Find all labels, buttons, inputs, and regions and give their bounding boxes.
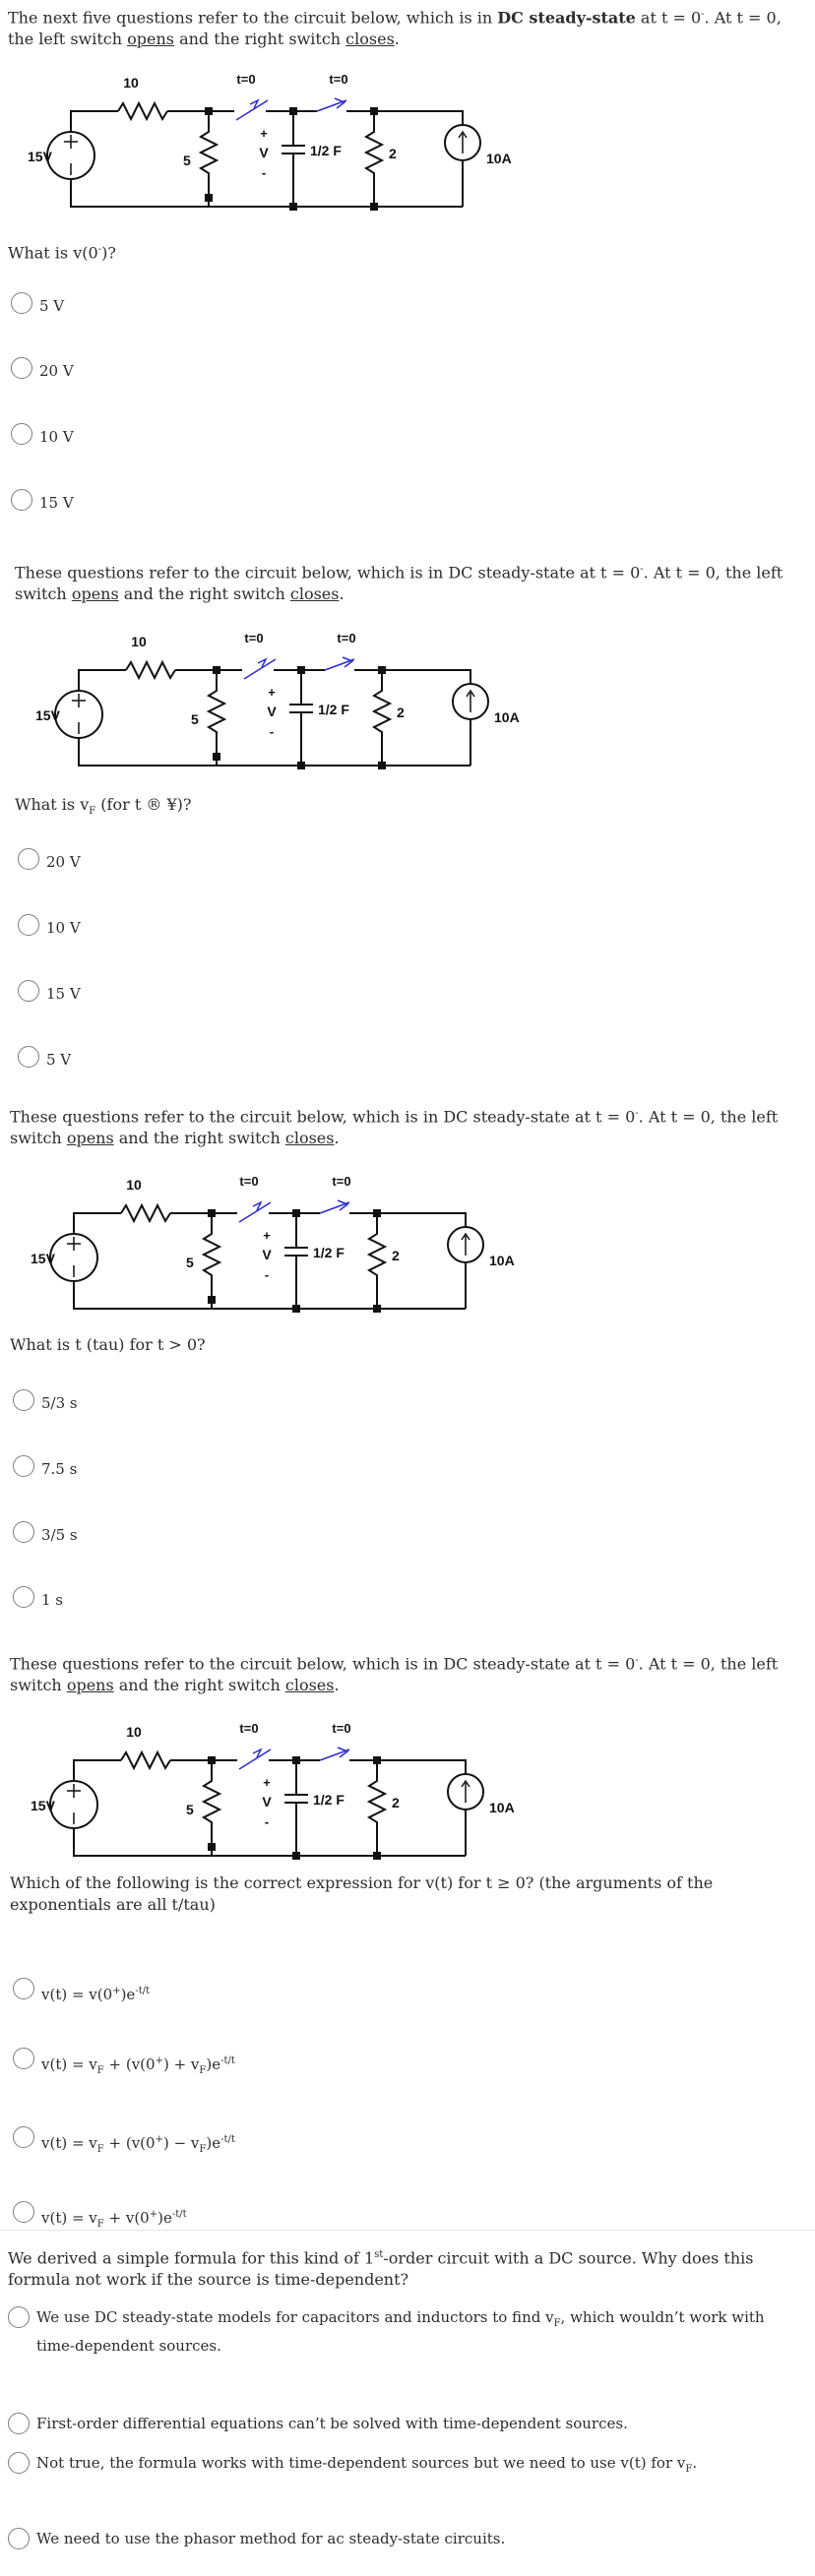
option-3a[interactable]: 5/3 s	[13, 1387, 78, 1414]
option-3b[interactable]: 7.5 s	[13, 1453, 77, 1480]
node-dot	[373, 1852, 381, 1860]
radio-button[interactable]	[13, 1521, 34, 1543]
voltage-minus-label: -	[261, 165, 267, 180]
node-dot	[208, 1296, 216, 1304]
question-2-intro: These questions refer to the circuit below, which is in DC steady-state at t = 0-. At t = 0, the left switch opens and the right switch closes.	[15, 563, 784, 604]
resistor-2	[374, 670, 390, 766]
resistor-2-label: 2	[392, 1795, 400, 1810]
right-switch-time-label: t=0	[337, 631, 356, 645]
question-2-text: What is $v_F$ (for t ® ¥)?	[15, 795, 192, 818]
radio-button[interactable]	[11, 423, 32, 445]
voltage-plus-label: +	[268, 685, 276, 700]
resistor-5-label: 5	[186, 1802, 194, 1817]
voltage-minus-label: -	[264, 1267, 270, 1282]
node-dot	[370, 107, 378, 115]
radio-button[interactable]	[8, 2528, 30, 2549]
radio-button[interactable]	[11, 357, 32, 379]
voltage-plus-label: +	[260, 126, 268, 141]
left-switch-time-label: t=0	[236, 72, 256, 87]
resistor-10	[126, 662, 175, 678]
question-3-intro: These questions refer to the circuit below, which is in DC steady-state at t = 0-. At t = 0, the left switch opens and the right switch closes.	[10, 1107, 779, 1148]
node-dot	[208, 1843, 216, 1851]
node-dot	[205, 107, 213, 115]
option-4c[interactable]: $v(t) = v_F + (v(0^+) - v_F)e^{-t/t}$	[13, 2124, 235, 2161]
voltage-minus-label: -	[264, 1814, 270, 1829]
question-5-text: We derived a simple formula for this kind of 1st-order circuit with a DC source. Why does this formula not work if the source is time-dependent?	[8, 2248, 754, 2290]
option-3d[interactable]: 1 s	[13, 1584, 63, 1611]
capacitor-label: 1/2 F	[313, 1792, 345, 1808]
voltage-label: V	[262, 1794, 272, 1809]
circuit-diagram-2	[8, 620, 559, 792]
resistor-10	[121, 1205, 170, 1221]
radio-button[interactable]	[13, 1389, 34, 1411]
capacitor-label: 1/2 F	[310, 143, 342, 158]
question-1-text: What is v(0-)?	[8, 243, 116, 263]
option-3c[interactable]: 3/5 s	[13, 1519, 78, 1546]
voltage-plus-label: +	[263, 1775, 271, 1790]
source-voltage-label: 15V	[28, 149, 52, 164]
capacitor-label: 1/2 F	[313, 1245, 345, 1260]
radio-button[interactable]	[8, 2452, 30, 2474]
dc-steady-state-text: DC steady-state	[497, 8, 636, 28]
option-1d[interactable]: 15 V	[11, 487, 74, 514]
option-2a[interactable]: 20 V	[18, 846, 81, 873]
source-voltage-label: 15V	[31, 1798, 55, 1813]
wire-current-source-top	[377, 1760, 466, 1777]
right-switch-time-label: t=0	[332, 1174, 351, 1189]
option-4a[interactable]: $v(t) = v(0^+)e^{-t/t}$	[13, 1976, 150, 2005]
node-dot	[373, 1756, 381, 1764]
resistor-10-label: 10	[123, 75, 139, 91]
wire-current-source-top	[374, 111, 463, 128]
option-1b[interactable]: 20 V	[11, 355, 74, 382]
left-switch-time-label: t=0	[239, 1174, 259, 1189]
option-5b[interactable]: First-order differential equations can’t be solved with time-dependent sources.	[8, 2411, 628, 2434]
radio-button[interactable]	[11, 292, 32, 314]
resistor-5	[204, 1213, 219, 1300]
node-dot	[378, 762, 386, 769]
node-dot	[297, 762, 305, 769]
option-2d[interactable]: 5 V	[18, 1044, 71, 1071]
radio-button[interactable]	[8, 2306, 30, 2328]
circuit-diagram-3	[3, 1163, 554, 1335]
question-4-text: Which of the following is the correct expression for v(t) for t ≥ 0? (the arguments of the exponentials are all t/tau)	[10, 1873, 714, 1914]
question-1-intro: The next five questions refer to the circuit below, which is in DC steady-state at t = 0-. At t = 0, the left switch opens and the right switch closes.	[8, 8, 782, 49]
left-switch-time-label: t=0	[244, 631, 264, 645]
option-2b[interactable]: 10 V	[18, 912, 81, 939]
divider	[0, 2230, 815, 2231]
resistor-2-label: 2	[392, 1248, 400, 1263]
option-5a[interactable]: We use DC steady-state models for capacitors and inductors to find $v_F$, which wouldn’t work with time-dependent sources.	[8, 2304, 805, 2357]
radio-button[interactable]	[13, 1455, 34, 1477]
radio-button[interactable]	[18, 914, 39, 936]
option-4d[interactable]: $v(t) = v_F + v(0^+)e^{-t/t}$	[13, 2199, 187, 2236]
current-source-label: 10A	[486, 151, 512, 166]
resistor-10-label: 10	[126, 1177, 142, 1193]
option-1a[interactable]: 5 V	[11, 290, 64, 317]
resistor-2	[369, 1213, 385, 1309]
capacitor-label: 1/2 F	[318, 702, 349, 717]
right-switch-time-label: t=0	[332, 1721, 351, 1736]
option-2c[interactable]: 15 V	[18, 978, 81, 1005]
node-dot	[370, 203, 378, 211]
current-source-label: 10A	[489, 1253, 515, 1268]
circuit-diagram-4	[3, 1710, 554, 1882]
node-dot	[292, 1209, 300, 1217]
resistor-2	[366, 111, 382, 207]
radio-button[interactable]	[13, 2048, 34, 2069]
voltage-plus-label: +	[263, 1228, 271, 1243]
resistor-10-label: 10	[126, 1724, 142, 1740]
question-4-intro: These questions refer to the circuit below, which is in DC steady-state at t = 0-. At t = 0, the left switch opens and the right switch closes.	[10, 1654, 779, 1695]
resistor-2-label: 2	[397, 705, 405, 720]
node-dot	[205, 194, 213, 202]
radio-button[interactable]	[18, 1046, 39, 1068]
resistor-5-label: 5	[186, 1255, 194, 1270]
question-3-text: What is t (tau) for t > 0?	[10, 1335, 206, 1354]
resistor-2-label: 2	[389, 146, 397, 161]
voltage-label: V	[262, 1247, 272, 1262]
voltage-label: V	[267, 704, 277, 719]
current-source-label: 10A	[494, 709, 520, 725]
radio-button[interactable]	[13, 1978, 34, 1999]
node-dot	[292, 1852, 300, 1860]
voltage-minus-label: -	[269, 724, 275, 739]
wire-current-source-top	[382, 670, 470, 687]
node-dot	[297, 666, 305, 674]
right-switch-time-label: t=0	[329, 72, 348, 87]
node-dot	[373, 1305, 381, 1313]
source-voltage-label: 15V	[35, 707, 60, 723]
node-dot	[213, 753, 220, 761]
node-dot	[292, 1756, 300, 1764]
left-switch-time-label: t=0	[239, 1721, 259, 1736]
resistor-5	[209, 670, 224, 757]
resistor-2	[369, 1760, 385, 1856]
radio-button[interactable]	[8, 2413, 30, 2434]
radio-button[interactable]	[13, 1586, 34, 1608]
node-dot	[208, 1756, 216, 1764]
node-dot	[213, 666, 220, 674]
node-dot	[378, 666, 386, 674]
voltage-label: V	[259, 145, 269, 160]
resistor-10	[121, 1752, 170, 1768]
resistor-5	[204, 1760, 219, 1847]
current-source-label: 10A	[489, 1800, 515, 1815]
node-dot	[373, 1209, 381, 1217]
radio-button[interactable]	[18, 980, 39, 1002]
radio-button[interactable]	[13, 2201, 34, 2223]
resistor-5-label: 5	[191, 711, 199, 727]
wire-current-source-top	[377, 1213, 466, 1230]
resistor-10-label: 10	[131, 634, 147, 649]
option-4b[interactable]: $v(t) = v_F + (v(0^+) + v_F)e^{-t/t}$	[13, 2046, 235, 2082]
resistor-5	[201, 111, 217, 198]
radio-button[interactable]	[13, 2126, 34, 2148]
resistor-10	[118, 103, 167, 119]
node-dot	[289, 203, 297, 211]
resistor-5-label: 5	[183, 153, 191, 168]
option-1c[interactable]: 10 V	[11, 421, 74, 448]
option-5d[interactable]: We need to use the phasor method for ac steady-state circuits.	[8, 2526, 505, 2549]
radio-button[interactable]	[11, 489, 32, 511]
radio-button[interactable]	[18, 848, 39, 870]
option-5c[interactable]: Not true, the formula works with time-dependent sources but we need to use v(t) for $v_F$.	[8, 2450, 697, 2481]
node-dot	[292, 1305, 300, 1313]
node-dot	[289, 107, 297, 115]
node-dot	[208, 1209, 216, 1217]
source-voltage-label: 15V	[31, 1251, 55, 1266]
circuit-diagram-1	[0, 61, 551, 233]
